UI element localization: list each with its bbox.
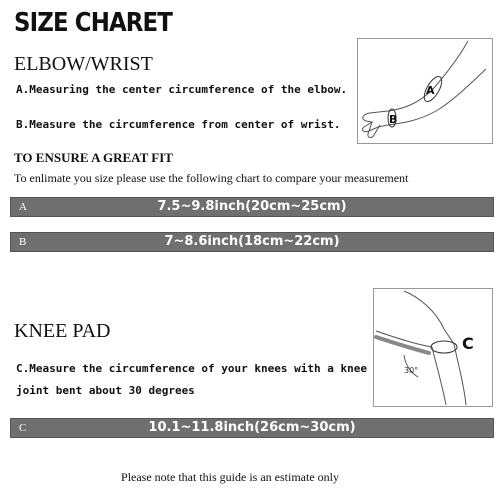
arm-illustration bbox=[357, 38, 493, 144]
size-row-label: B bbox=[19, 236, 27, 248]
size-row-label: A bbox=[19, 201, 27, 213]
angle-label: 30° bbox=[404, 366, 419, 375]
size-row-value: 7.5~9.8inch(20cm~25cm) bbox=[157, 199, 347, 214]
instruction-b: B.Measure the circumference from center of wrist. bbox=[16, 118, 341, 131]
marker-b: B bbox=[389, 113, 398, 126]
instruction-c-line1: C.Measure the circumference of your knees with a knee bbox=[16, 362, 367, 375]
knee-illustration bbox=[373, 288, 493, 407]
fit-subtext: To enlimate you size please use the following chart to compare your measurement bbox=[14, 171, 409, 185]
marker-c: C bbox=[462, 334, 474, 353]
instruction-a: A.Measuring the center circumference of the elbow. bbox=[16, 83, 348, 96]
disclaimer-note: Please note that this guide is an estimate only bbox=[121, 470, 339, 484]
fit-heading: TO ENSURE A GREAT FIT bbox=[14, 150, 173, 165]
size-row-b bbox=[10, 232, 494, 252]
size-row-c bbox=[10, 418, 494, 438]
size-row-a bbox=[10, 197, 494, 217]
instruction-c-line2: joint bent about 30 degrees bbox=[16, 384, 195, 397]
size-row-value: 10.1~11.8inch(26cm~30cm) bbox=[148, 420, 356, 435]
size-row-label: C bbox=[19, 422, 27, 434]
size-row-value: 7~8.6inch(18cm~22cm) bbox=[164, 234, 340, 249]
page-title: SIZE CHARET bbox=[14, 8, 173, 38]
elbow-wrist-heading: ELBOW/WRIST bbox=[14, 53, 153, 75]
knee-pad-heading: KNEE PAD bbox=[14, 320, 111, 342]
marker-a: A bbox=[426, 84, 435, 97]
